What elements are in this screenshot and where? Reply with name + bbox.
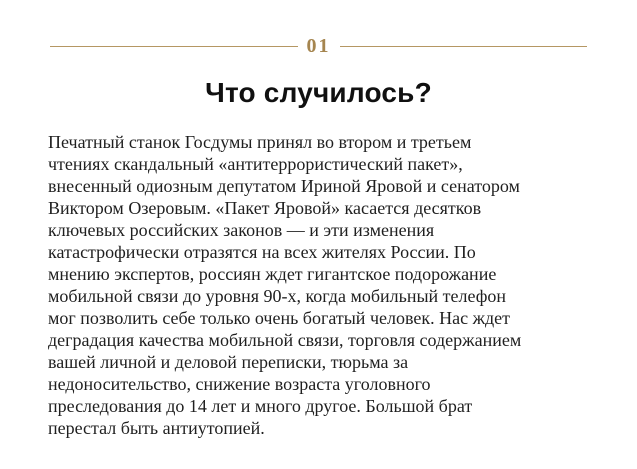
article-line: перестал быть антиутопией. (48, 418, 265, 438)
article-body (48, 131, 607, 439)
divider-line-left (50, 46, 298, 47)
article-line: вашей личной и деловой переписки, тюрьма за (48, 352, 409, 372)
article-line: катастрофически отразятся на всех жителях России. По (48, 242, 476, 262)
article-line: Виктором Озеровым. «Пакет Яровой» касается десятков (48, 198, 482, 218)
section-header (50, 36, 587, 56)
article-line: деградация качества мобильной связи, торговля содержанием (48, 330, 522, 350)
article-line: преследования до 14 лет и много другое. Большой брат (48, 396, 473, 416)
article-line: внесенный одиозным депутатом Ириной Яровой и сенатором (48, 176, 520, 196)
article-line: мнению экспертов, россиян ждет гигантское подорожание (48, 264, 497, 284)
article-line: чтениях скандальный «антитеррористический пакет», (48, 154, 463, 174)
page-title: Что случилось? (205, 77, 432, 108)
article-line: Печатный станок Госдумы принял во втором и третьем (48, 132, 472, 152)
article-line: мобильной связи до уровня 90-х, когда мобильный телефон (48, 286, 507, 306)
section-number: 01 (306, 35, 331, 57)
divider-line-right (340, 46, 588, 47)
article-line: недоносительство, снижение возраста уголовного (48, 374, 431, 394)
article-line: мог позволить себе только очень богатый человек. Нас ждет (48, 308, 511, 328)
article-line: ключевых российских законов — и эти изменения (48, 220, 435, 240)
